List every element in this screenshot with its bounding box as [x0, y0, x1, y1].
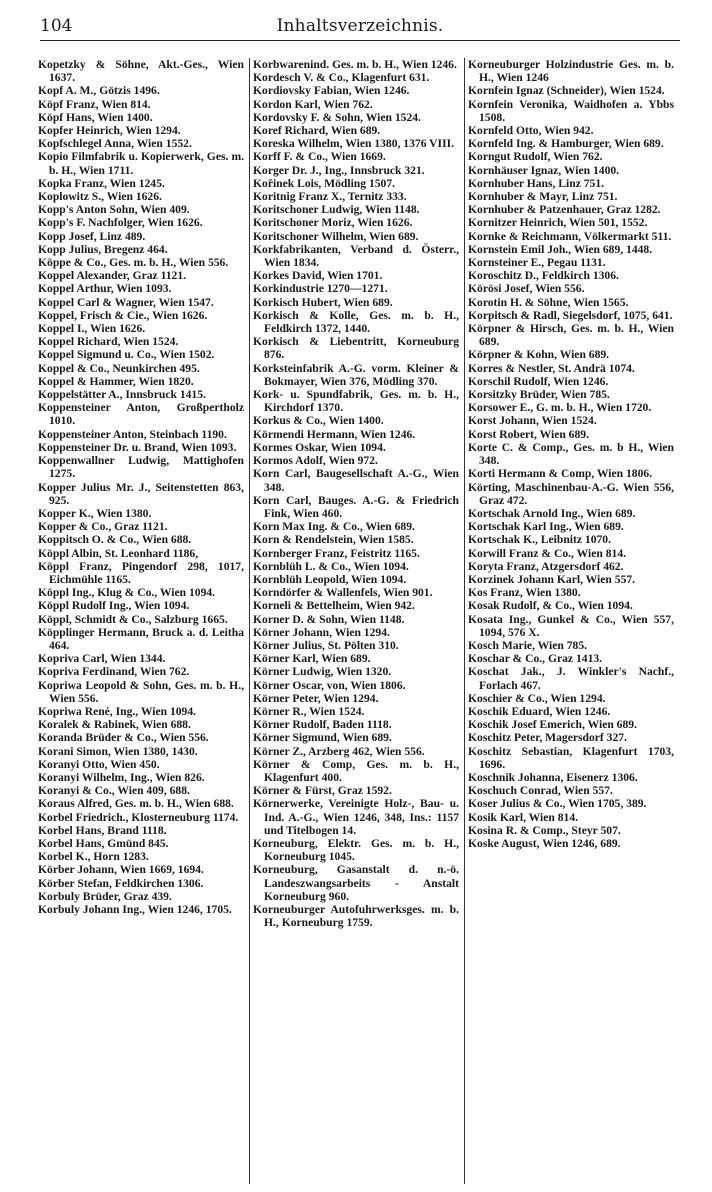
index-entry: Korpitsch & Radl, Siegelsdorf, 1075, 641. — [468, 308, 673, 322]
index-entry: Kopriwa René, Ing., Wien 1094. — [38, 704, 197, 718]
index-entry: Körner Ludwig, Wien 1320. — [253, 665, 392, 679]
index-entry: Kortschak Karl Ing., Wien 689. — [468, 520, 624, 534]
index-entry: Korkisch & Liebentritt, Korneuburg 876. — [253, 335, 459, 362]
index-entry: Koroschitz D., Feldkirch 1306. — [468, 269, 619, 283]
index-entry: Koppensteiner Anton, Steinbach 1190. — [38, 427, 227, 441]
index-entry: Körmendi Hermann, Wien 1246. — [253, 427, 416, 441]
index-entry: Koppel, Frisch & Cie., Wien 1626. — [38, 308, 208, 322]
index-entry: Korkfabrikanten, Verband d. Österr., Wien 1834. — [253, 242, 459, 270]
index-entry: Korngut Rudolf, Wien 762. — [468, 150, 603, 164]
index-entry: Koske August, Wien 1246, 689. — [468, 836, 621, 850]
index-entry: Körner & Fürst, Graz 1592. — [253, 784, 392, 798]
index-entry: Körner R., Wien 1524. — [253, 704, 365, 718]
index-entry: Korst Johann, Wien 1524. — [468, 414, 597, 428]
index-entry: Kortschak K., Leibnitz 1070. — [468, 533, 611, 547]
index-entry: Kořinek Lois, Mödling 1507. — [253, 176, 396, 190]
index-entry: Korkindustrie 1270—1271. — [253, 282, 388, 296]
index-entry: Koschat Jak., J. Winkler's Nachf., Forlach 467. — [468, 665, 674, 692]
index-entry: Köpplinger Hermann, Bruck a. d. Leitha 464. — [38, 625, 244, 652]
index-entry: Korani Simon, Wien 1380, 1430. — [38, 744, 198, 758]
index-entry: Körner Oscar, von, Wien 1806. — [253, 678, 406, 692]
index-entry: Koppensteiner Dr. u. Brand, Wien 1093. — [38, 440, 237, 454]
index-entry: Koppel Carl & Wagner, Wien 1547. — [38, 295, 214, 309]
index-entry: Korkisch Hubert, Wien 689. — [253, 295, 393, 309]
index-entry: Korksteinfabrik A.-G. vorm. Kleiner & Bokmayer, Wien 376, Mödling 370. — [253, 361, 459, 388]
index-entry: Kornhäuser Ignaz, Wien 1400. — [468, 163, 620, 177]
page-header — [40, 14, 680, 41]
index-entry: Koppel Arthur, Wien 1093. — [38, 282, 172, 296]
index-entry: Koschitz Sebastian, Klagenfurt 1703, 1696. — [468, 744, 674, 771]
index-entry: Kopka Franz, Wien 1245. — [38, 176, 165, 190]
index-entry: Korndörfer & Wallenfels, Wien 901. — [253, 586, 433, 600]
index-entry: Korneuburg, Gasanstalt d. n.-ö. Landeszwangsarbeits - Anstalt Korneuburg 960. — [253, 863, 459, 903]
index-entry: Körner Sigmund, Wien 689. — [253, 731, 392, 745]
index-entry: Korsower E., G. m. b. H., Wien 1720. — [468, 401, 652, 415]
index-entry: Koschnik Johanna, Eisenerz 1306. — [468, 770, 638, 784]
index-entry: Körpner & Hirsch, Ges. m. b. H., Wien 689. — [468, 322, 674, 349]
index-entry: Korres & Nestler, St. Andrä 1074. — [468, 361, 635, 375]
index-entry: Köpf Hans, Wien 1400. — [38, 110, 153, 124]
index-entry: Köppl Albin, St. Leonhard 1186, — [38, 546, 199, 560]
index-entry: Korbwarenind. Ges. m. b. H., Wien 1246. — [253, 58, 457, 71]
index-entry: Kormes Oskar, Wien 1094. — [253, 440, 386, 454]
index-entry: Korneuburger Autofuhrwerksges. m. b. H., Korneuburg 1759. — [253, 903, 459, 930]
page-number: 104 — [40, 16, 73, 36]
index-entry: Kopetzky & Söhne, Akt.-Ges., Wien 1637. — [38, 58, 244, 85]
index-columns — [38, 58, 674, 1188]
index-entry: Köppl Franz, Pingendorf 298, 1017, Eichmühle 1165. — [38, 559, 244, 586]
index-entry: Kosch Marie, Wien 785. — [468, 638, 588, 652]
index-entry: Kordiovsky Fabian, Wien 1246. — [253, 84, 410, 98]
index-entry: Kornstein Emil Joh., Wien 689, 1448. — [468, 242, 653, 256]
index-entry: Korbel Hans, Brand 1118. — [38, 823, 167, 837]
index-entry: Kormos Adolf, Wien 972. — [253, 454, 378, 468]
index-entry: Kosak Rudolf, & Co., Wien 1094. — [468, 599, 633, 613]
index-entry: Korn Carl, Bauges. A.-G. & Friedrich Fink, Wien 460. — [253, 493, 459, 520]
index-entry: Kornblüh Leopold, Wien 1094. — [253, 572, 407, 586]
index-entry: Koppelstätter A., Innsbruck 1415. — [38, 388, 206, 402]
index-entry: Körner Peter, Wien 1294. — [253, 691, 379, 705]
index-entry: Korotin H. & Söhne, Wien 1565. — [468, 295, 629, 309]
index-entry: Kopper Julius Mr. J., Seitenstetten 863, 925. — [38, 480, 244, 507]
index-entry: Koref Richard, Wien 689. — [253, 124, 381, 138]
index-entry: Korzinek Johann Karl, Wien 557. — [468, 572, 636, 586]
index-entry: Korbel K., Horn 1283. — [38, 850, 149, 864]
index-entry: Körösi Josef, Wien 556. — [468, 282, 585, 296]
index-entry: Koppenwallner Ludwig, Mattighofen 1275. — [38, 454, 244, 481]
index-entry: Kordesch V. & Co., Klagenfurt 631. — [253, 71, 430, 85]
index-entry: Korkisch & Kolle, Ges. m. b. H., Feldkirch 1372, 1440. — [253, 308, 459, 336]
index-entry: Körner & Comp, Ges. m. b. H., Klagenfurt 400. — [253, 757, 459, 784]
index-entry: Koreska Wilhelm, Wien 1380, 1376 VIII. — [253, 137, 454, 151]
index-entry: Köppl Rudolf Ing., Wien 1094. — [38, 599, 190, 613]
index-entry: Kopriwa Leopold & Sohn, Ges. m. b. H., Wien 556. — [38, 678, 244, 705]
index-entry: Korschil Rudolf, Wien 1246. — [468, 374, 609, 388]
index-entry: Köppl, Schmidt & Co., Salzburg 1665. — [38, 612, 228, 626]
index-entry: Koschuch Conrad, Wien 557. — [468, 784, 613, 798]
index-entry: Kortschak Arnold Ing., Wien 689. — [468, 506, 636, 520]
index-entry: Kopfer Heinrich, Wien 1294. — [38, 124, 181, 138]
index-entry: Korner D. & Sohn, Wien 1148. — [253, 612, 405, 626]
index-entry: Korbel Friedrich., Klosterneuburg 1174. — [38, 810, 239, 824]
index-entry: Körner Johann, Wien 1294. — [253, 625, 390, 639]
index-entry: Koranyi & Co., Wien 409, 688. — [38, 784, 190, 798]
index-entry: Körner Z., Arzberg 462, Wien 556. — [253, 744, 425, 758]
index-entry: Kosina R. & Comp., Steyr 507. — [468, 823, 621, 837]
index-entry: Koritschoner Ludwig, Wien 1148. — [253, 203, 420, 217]
index-entry: Korneuburg, Elektr. Ges. m. b. H., Korneuburg 1045. — [253, 836, 459, 864]
index-entry: Koraus Alfred, Ges. m. b. H., Wien 688. — [38, 797, 234, 811]
index-entry: Korsitzky Brüder, Wien 785. — [468, 388, 610, 402]
index-entry: Körting, Maschinenbau-A.-G. Wien 556, Graz 472. — [468, 480, 674, 507]
index-entry: Kornfeld Ing. & Hamburger, Wien 689. — [468, 137, 664, 151]
index-entry: Kosata Ing., Gunkel & Co., Wien 557, 1094, 576 X. — [468, 612, 674, 639]
index-entry: Koschar & Co., Graz 1413. — [468, 652, 603, 666]
index-entry: Kopio Filmfabrik u. Kopierwerk, Ges. m. b. H., Wien 1711. — [38, 150, 244, 177]
index-entry: Koschitz Peter, Magersdorf 327. — [468, 731, 627, 745]
index-entry: Koranda Brüder & Co., Wien 556. — [38, 731, 209, 745]
index-entry: Köppl Ing., Klug & Co., Wien 1094. — [38, 586, 216, 600]
index-entry: Korbel Hans, Gmünd 845. — [38, 836, 169, 850]
index-entry: Koppel & Co., Neunkirchen 495. — [38, 361, 200, 375]
index-entry: Korbuly Johann Ing., Wien 1246, 1705. — [38, 903, 232, 916]
index-entry: Kornfein Veronika, Waidhofen a. Ybbs 1508. — [468, 97, 674, 124]
index-entry: Koschier & Co., Wien 1294. — [468, 691, 606, 705]
index-column-2 — [253, 58, 459, 1186]
index-entry: Kornblüh L. & Co., Wien 1094. — [253, 559, 409, 573]
index-entry: Kopper & Co., Graz 1121. — [38, 520, 168, 534]
index-entry: Korneli & Bettelheim, Wien 942. — [253, 599, 415, 613]
index-entry: Koritschoner Wilhelm, Wien 689. — [253, 229, 419, 243]
index-entry: Koppel & Hammer, Wien 1820. — [38, 374, 194, 388]
index-entry: Kopper K., Wien 1380. — [38, 506, 152, 520]
index-entry: Kopriva Ferdinand, Wien 762. — [38, 665, 190, 679]
index-entry: Koser Julius & Co., Wien 1705, 389. — [468, 797, 647, 811]
index-entry: Körber Johann, Wien 1669, 1694. — [38, 863, 204, 877]
index-entry: Kopp Julius, Bregenz 464. — [38, 242, 168, 256]
index-entry: Kosik Karl, Wien 814. — [468, 810, 579, 824]
index-column-1 — [38, 58, 244, 1186]
index-entry: Korger Dr. J., Ing., Innsbruck 321. — [253, 163, 425, 177]
index-entry: Korn Carl, Baugesellschaft A.-G., Wien 348. — [253, 467, 459, 494]
index-entry: Koschik Eduard, Wien 1246. — [468, 704, 611, 718]
index-entry: Kos Franz, Wien 1380. — [468, 586, 581, 600]
index-column-3 — [468, 58, 674, 1186]
index-entry: Koppel I., Wien 1626. — [38, 322, 146, 336]
index-entry: Kopp Josef, Linz 489. — [38, 229, 146, 243]
index-entry: Korwill Franz & Co., Wien 814. — [468, 546, 627, 560]
index-entry: Korff F. & Co., Wien 1669. — [253, 150, 386, 164]
index-entry: Korn Max Ing. & Co., Wien 689. — [253, 520, 415, 534]
index-entry: Kork- u. Spundfabrik, Ges. m. b. H., Kirchdorf 1370. — [253, 388, 459, 415]
index-entry: Korti Hermann & Comp, Wien 1806. — [468, 467, 653, 481]
index-entry: Kordon Karl, Wien 762. — [253, 97, 373, 111]
index-entry: Körnerwerke, Vereinigte Holz-, Bau- u. Ind. A.-G., Wien 1246, 348, Ins.: 1157 und Titelbogen 14. — [253, 797, 459, 837]
index-entry: Kopfschlegel Anna, Wien 1552. — [38, 137, 192, 151]
index-entry: Kordovsky F. & Sohn, Wien 1524. — [253, 110, 421, 124]
index-entry: Kornhuber & Patzenhauer, Graz 1282. — [468, 203, 661, 217]
index-entry: Kopriva Carl, Wien 1344. — [38, 652, 166, 666]
index-entry: Körber Stefan, Feldkirchen 1306. — [38, 876, 204, 890]
index-entry: Kornberger Franz, Feistritz 1165. — [253, 546, 420, 560]
index-entry: Korst Robert, Wien 689. — [468, 427, 589, 441]
index-entry: Köpf Franz, Wien 814. — [38, 97, 151, 111]
index-entry: Korkes David, Wien 1701. — [253, 269, 383, 283]
index-entry: Koranyi Otto, Wien 450. — [38, 757, 160, 771]
index-entry: Kornfeld Otto, Wien 942. — [468, 124, 594, 138]
index-entry: Kopp's F. Nachfolger, Wien 1626. — [38, 216, 203, 230]
index-entry: Koppitsch O. & Co., Wien 688. — [38, 533, 192, 547]
index-entry: Koritschoner Moriz, Wien 1626. — [253, 216, 413, 230]
index-entry: Kornitzer Heinrich, Wien 501, 1552. — [468, 216, 648, 230]
index-entry: Korn & Rendelstein, Wien 1585. — [253, 533, 414, 547]
index-entry: Köppe & Co., Ges. m. b. H., Wien 556. — [38, 256, 229, 270]
index-entry: Koppel Richard, Wien 1524. — [38, 335, 179, 349]
index-entry: Kopp's Anton Sohn, Wien 409. — [38, 203, 190, 217]
index-entry: Korneuburger Holzindustrie Ges. m. b. H., Wien 1246 — [468, 58, 674, 85]
index-entry: Körpner & Kohn, Wien 689. — [468, 348, 610, 362]
page-title: Inhaltsverzeichnis. — [276, 16, 444, 36]
index-entry: Korkus & Co., Wien 1400. — [253, 414, 384, 428]
index-entry: Koschik Josef Emerich, Wien 689. — [468, 718, 637, 732]
index-entry: Körner Rudolf, Baden 1118. — [253, 718, 392, 732]
index-entry: Kornhuber & Mayr, Linz 751. — [468, 190, 618, 204]
index-entry: Koppensteiner Anton, Großpertholz 1010. — [38, 401, 244, 428]
index-entry: Korte C. & Comp., Ges. m. b H., Wien 348. — [468, 440, 674, 468]
index-entry: Korbuly Brüder, Graz 439. — [38, 889, 172, 903]
index-entry: Koralek & Rabinek, Wien 688. — [38, 718, 191, 732]
index-entry: Kornke & Reichmann, Völkermarkt 511. — [468, 229, 672, 243]
index-entry: Kopf A. M., Götzis 1496. — [38, 84, 160, 98]
index-entry: Kornsteiner E., Pegau 1131. — [468, 256, 606, 270]
index-entry: Kornhuber Hans, Linz 751. — [468, 176, 605, 190]
index-entry: Kornfein Ignaz (Schneider), Wien 1524. — [468, 84, 665, 98]
index-entry: Koplowitz S., Wien 1626. — [38, 190, 162, 204]
index-entry: Koranyi Wilhelm, Ing., Wien 826. — [38, 770, 205, 784]
index-entry: Koryta Franz, Atzgersdorf 462. — [468, 559, 624, 573]
index-entry: Koppel Sigmund u. Co., Wien 1502. — [38, 348, 215, 362]
index-entry: Koppel Alexander, Graz 1121. — [38, 269, 187, 283]
index-entry: Körner Karl, Wien 689. — [253, 652, 371, 666]
index-entry: Koritnig Franz X., Ternitz 333. — [253, 190, 407, 204]
index-entry: Körner Julius, St. Pölten 310. — [253, 638, 399, 652]
